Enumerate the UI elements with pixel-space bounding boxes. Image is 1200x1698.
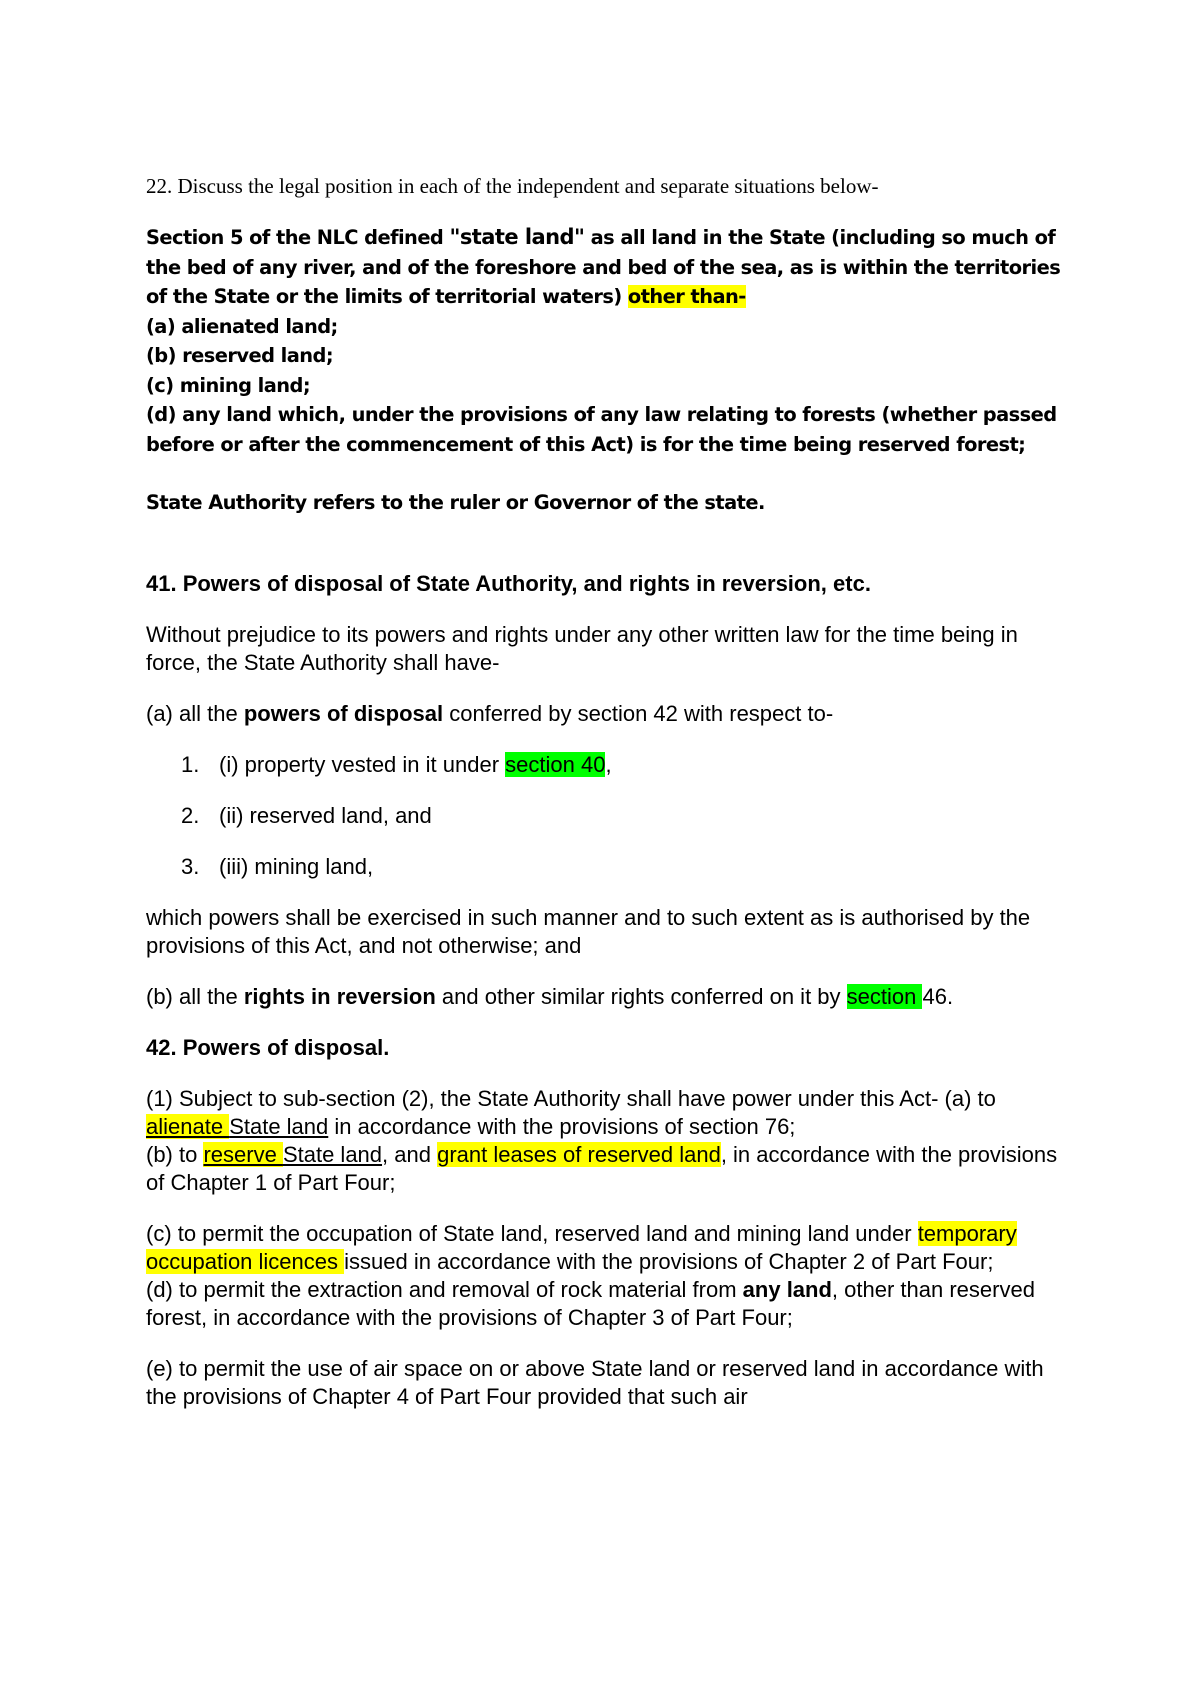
section-46-highlight: section (846, 983, 923, 1009)
list-item: 2. (ii) reserved land, and (181, 802, 432, 828)
state-land-definition (146, 223, 1076, 312)
powers-of-disposal-term: powers of disposal (243, 700, 444, 726)
definition-item-d: (d) any land which, under the provisions of any law relating to forests (whether passed before or after the commencement of this Act) is for the time being reserved forest; (146, 403, 1057, 456)
definition-item-b: (b) reserved land; (146, 344, 334, 367)
section-42-clause-e: (e) to permit the use of air space on or above State land or reserved land in accordance with the provisions of Chapter 4 of Part Four provided that such air (146, 1355, 1044, 1409)
state-land-underline: State land (282, 1141, 383, 1167)
section-42 (146, 1034, 1076, 1411)
reserve-highlight: reserve (203, 1141, 283, 1167)
definition-item-a: (a) alienated land; (146, 314, 338, 338)
section-42-subsection-1: (1) Subject to sub-section (2), the State Authority shall have power under this Act- (a) to alienate State land in accordance with the provisions of section 76; (146, 1085, 996, 1139)
section-42-clause-d: (d) to permit the extraction and removal of rock material from any land, other than reserved forest, in accordance with the provisions of Chapter 3 of Part Four; (146, 1276, 1035, 1330)
any-land-term: any land (742, 1276, 832, 1302)
section-41 (146, 570, 1076, 1011)
definition-item-c: (c) mining land; (146, 373, 311, 397)
list-item: 1. (i) property vested in it under section 40, (181, 751, 612, 777)
definition-lead: Section 5 of the NLC defined (146, 226, 450, 249)
rights-in-reversion-term: rights in reversion (243, 983, 436, 1009)
state-land-underline: State land (229, 1113, 329, 1139)
section-41-clause-a: (a) all the powers of disposal conferred by section 42 with respect to- (146, 700, 834, 726)
state-authority-note: State Authority refers to the ruler or Governor of the state. (146, 491, 765, 514)
section-42-clause-b: (b) to reserve State land, and grant leases of reserved land, in accordance with the provisions of Chapter 1 of Part Four; (146, 1141, 1058, 1195)
question-text: 22. Discuss the legal position in each of the independent and separate situations below- (146, 174, 879, 198)
section-41-intro: Without prejudice to its powers and rights under any other written law for the time being in force, the State Authority shall have- (146, 621, 1018, 675)
grant-leases-highlight: grant leases of reserved land (437, 1141, 721, 1167)
state-land-term: "state land" (449, 225, 585, 249)
list-item: 3. (iii) mining land, (181, 853, 374, 879)
section-40-highlight: section 40 (505, 751, 606, 777)
section-5-definition (146, 223, 1076, 518)
tol-highlight: temporary occupation licences (146, 1220, 1017, 1274)
document-body (146, 172, 1076, 1411)
section-41-which-powers: which powers shall be exercised in such manner and to such extent as is authorised by the provisions of this Act, and not otherwise; and (146, 904, 1031, 958)
section-42-clause-c: (c) to permit the occupation of State land, reserved land and mining land under temporary occupation licences issued in accordance with the provisions of Chapter 2 of Part Four; (146, 1220, 1017, 1274)
definition-body: as all land in the State (including so much of the bed of any river, and of the foreshore and bed of the sea, as is within the territories of the State or the limits of territorial waters) (146, 226, 1061, 308)
section-42-heading: 42. Powers of disposal. (146, 1034, 390, 1060)
section-41-clause-b: (b) all the rights in reversion and other similar rights conferred on it by section 46. (146, 983, 954, 1009)
other-than-highlight: other than- (627, 285, 746, 308)
alienate-highlight: alienate (146, 1113, 230, 1139)
section-41-heading: 41. Powers of disposal of State Authority, and rights in reversion, etc. (146, 570, 871, 596)
